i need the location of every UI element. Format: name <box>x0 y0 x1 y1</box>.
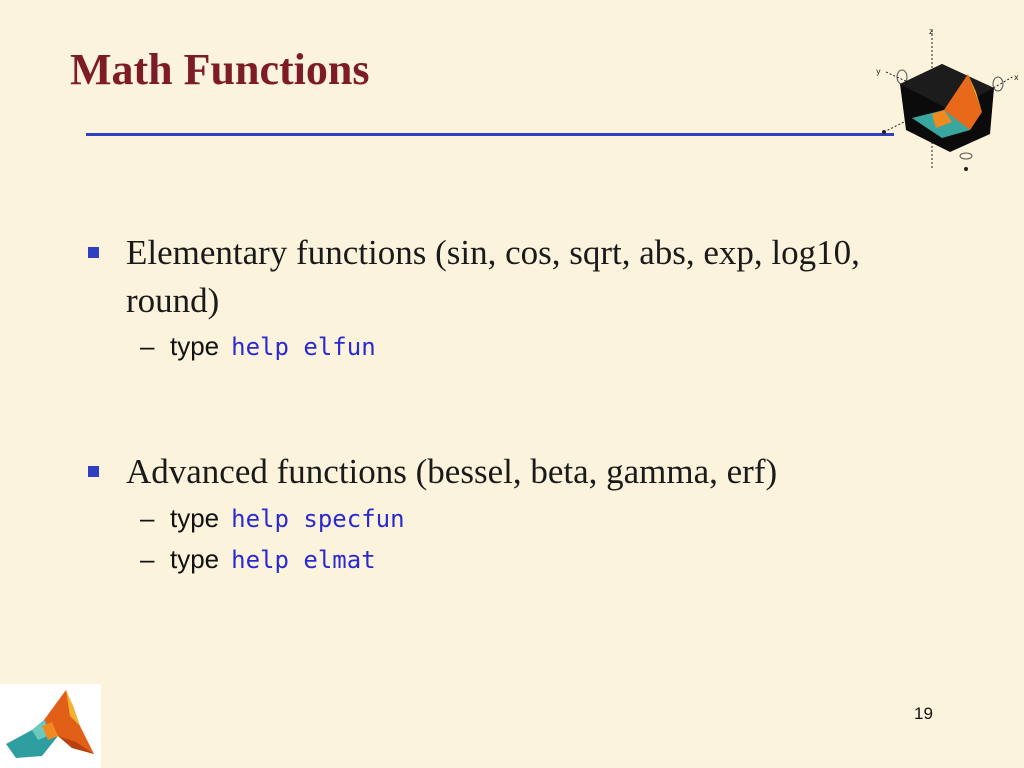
code-snippet: help elmat <box>231 546 376 574</box>
subitem-prefix: type <box>170 544 220 574</box>
axis-label-y: y <box>876 67 881 76</box>
dash-marker: – <box>140 331 155 361</box>
square-bullet-icon <box>88 466 99 477</box>
slide-title: Math Functions <box>70 45 370 94</box>
code-snippet: help elfun <box>231 333 376 361</box>
subitem-prefix: type <box>170 503 220 533</box>
axis-label-z: z <box>929 27 934 36</box>
page-number: 19 <box>914 704 933 723</box>
code-snippet: help specfun <box>231 505 405 533</box>
dash-marker: – <box>140 544 155 574</box>
subitem-help-specfun <box>140 502 405 535</box>
dash-marker: – <box>140 503 155 533</box>
bullet-advanced-functions <box>88 448 948 496</box>
subitem-prefix: type <box>170 331 220 361</box>
square-bullet-icon <box>88 247 99 258</box>
subitem-help-elmat <box>140 543 376 576</box>
title-underline <box>86 133 894 136</box>
subitem-help-elfun <box>140 330 376 363</box>
matlab-membrane-logo-icon <box>2 686 100 766</box>
matlab-cube-logo-icon <box>872 22 1020 174</box>
bullet-elementary-functions <box>88 229 948 325</box>
axis-label-x: x <box>1014 73 1019 82</box>
bullet-text: Elementary functions (sin, cos, sqrt, abs, exp, log10, round) <box>126 233 860 320</box>
bullet-text: Advanced functions (bessel, beta, gamma, erf) <box>126 452 778 491</box>
